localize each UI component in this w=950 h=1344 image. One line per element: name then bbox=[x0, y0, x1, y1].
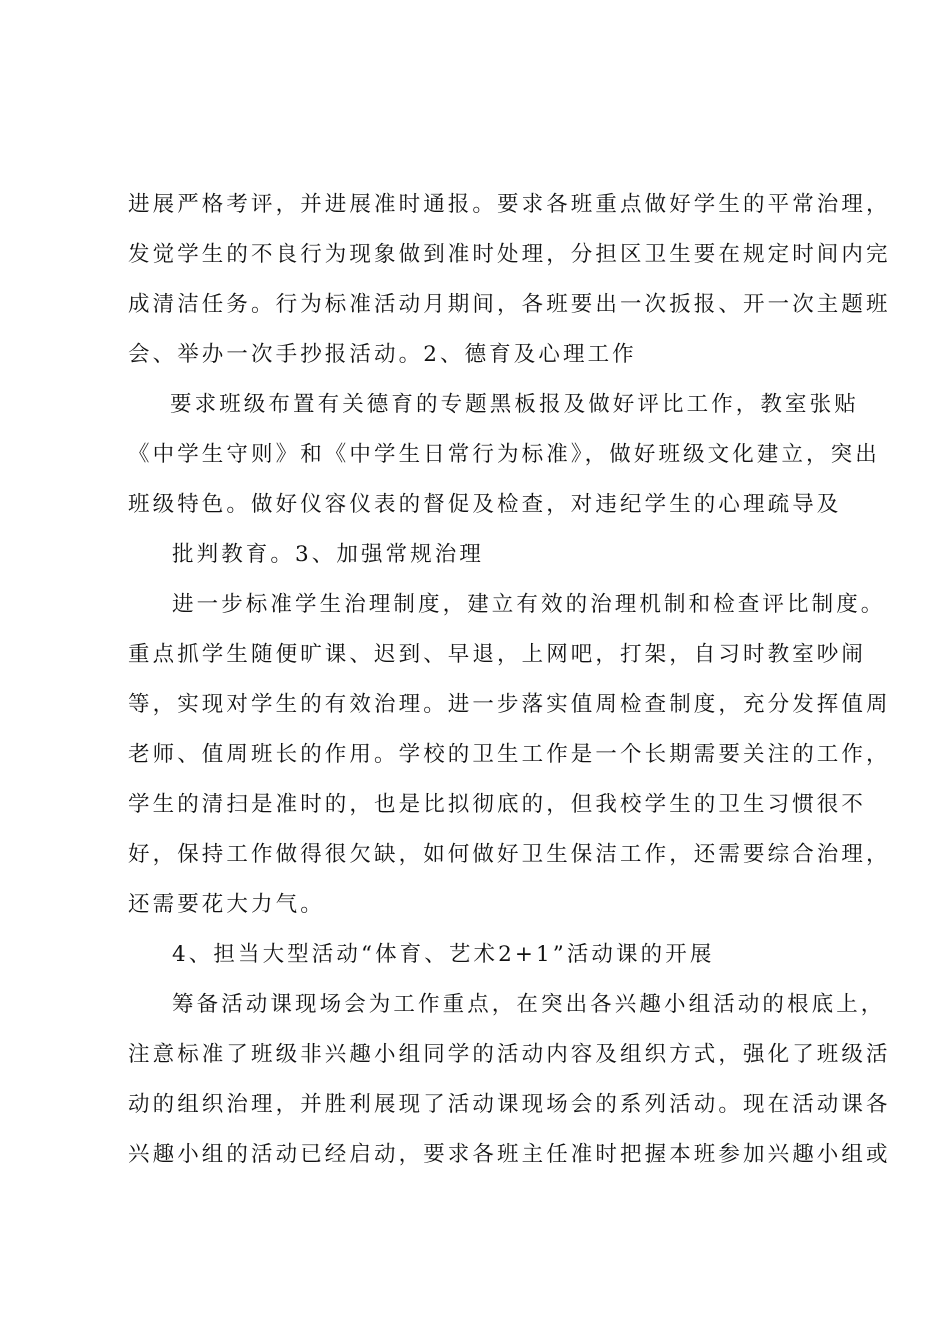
text-line: 批判教育。3、加强常规治理 bbox=[172, 542, 484, 567]
text-line: 重点抓学生随便旷课、迟到、早退，上网吧，打架，自习时教室吵闹 bbox=[128, 642, 867, 667]
text-line: 好，保持工作做得很欠缺，如何做好卫生保洁工作，还需要综合治理， bbox=[128, 842, 891, 867]
text-line: 成清洁任务。行为标准活动月期间，各班要出一次扳报、开一次主题班 bbox=[128, 292, 891, 317]
text-line: 发觉学生的不良行为现象做到准时处理，分担区卫生要在规定时间内完 bbox=[128, 242, 891, 267]
text-line: 动的组织治理，并胜利展现了活动课现场会的系列活动。现在活动课各 bbox=[128, 1092, 891, 1117]
text-line: 老师、值周班长的作用。学校的卫生工作是一个长期需要关注的工作， bbox=[128, 742, 891, 767]
text-line: 兴趣小组的活动已经启动，要求各班主任准时把握本班参加兴趣小组或 bbox=[128, 1142, 891, 1167]
section-heading: 4、担当大型活动“体育、艺术2+1”活动课的开展 bbox=[172, 942, 715, 967]
text-line: 班级特色。做好仪容仪表的督促及检查，对违纪学生的心理疏导及 bbox=[128, 492, 842, 517]
text-line: 会、举办一次手抄报活动。2、德育及心理工作 bbox=[128, 342, 637, 367]
text-line: 进一步标准学生治理制度，建立有效的治理机制和检查评比制度。 bbox=[172, 592, 886, 617]
text-line: 等，实现对学生的有效治理。进一步落实值周检查制度，充分发挥值周 bbox=[128, 692, 891, 717]
text-line: 学生的清扫是准时的，也是比拟彻底的，但我校学生的卫生习惯很不 bbox=[128, 792, 867, 817]
text-line: 要求班级布置有关德育的专题黑板报及做好评比工作，教室张贴 bbox=[170, 392, 859, 417]
text-line: 注意标准了班级非兴趣小组同学的活动内容及组织方式，强化了班级活 bbox=[128, 1042, 891, 1067]
text-line: 《中学生守则》和《中学生日常行为标准》，做好班级文化建立，突出 bbox=[128, 442, 880, 467]
text-line: 筹备活动课现场会为工作重点，在突出各兴趣小组活动的根底上， bbox=[172, 992, 886, 1017]
text-line: 进展严格考评，并进展准时通报。要求各班重点做好学生的平常治理， bbox=[128, 192, 891, 217]
text-line: 还需要花大力气。 bbox=[128, 892, 325, 917]
